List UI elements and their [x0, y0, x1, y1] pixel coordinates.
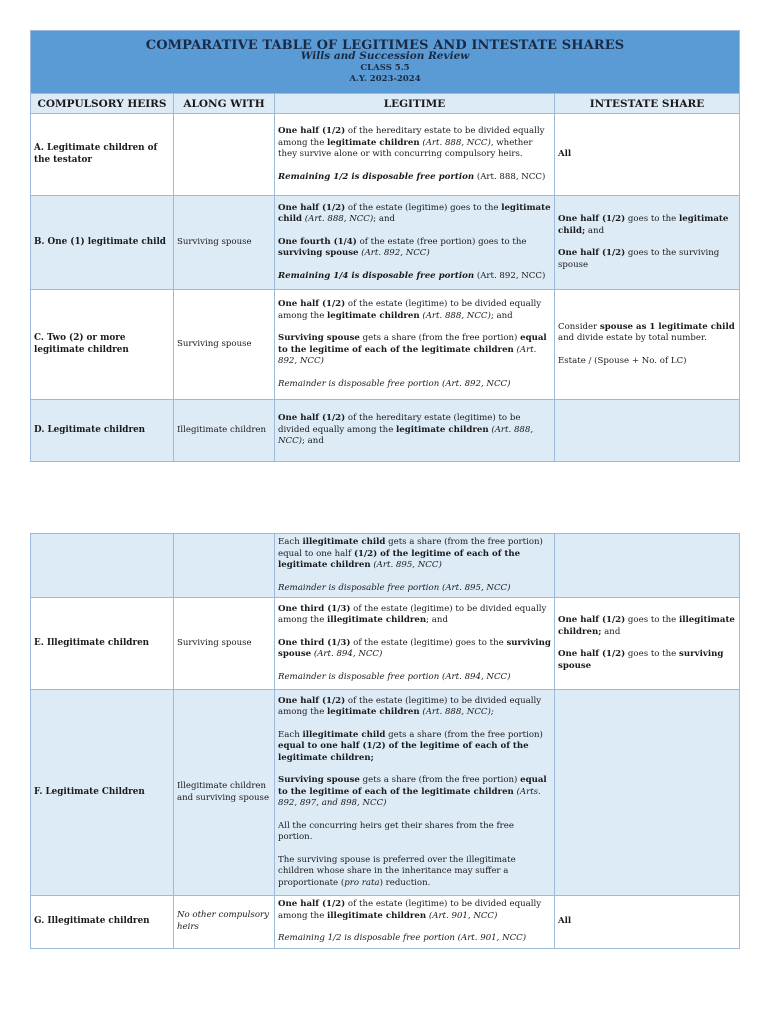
header-legitime: LEGITIME — [275, 94, 555, 114]
intestate-share-cell — [555, 690, 740, 896]
heir-cell: B. One (1) legitimate child — [31, 196, 174, 290]
along-cell — [174, 114, 275, 196]
legitime-cell: One half (1/2) of the hereditary estate (legitime) to be divided equally among the legitimate children (Art. 888, NCC); and — [275, 400, 555, 462]
intestate-share-cell: One half (1/2) goes to the legitimate child; and One half (1/2) goes to the surviving spouse — [555, 196, 740, 290]
table-row-d-continued — [31, 534, 740, 598]
heir-cell — [31, 534, 174, 598]
table-row-g — [31, 896, 740, 949]
document-title: COMPARATIVE TABLE OF LEGITIMES AND INTESTATE SHARES — [145, 37, 625, 53]
table-row-a — [31, 114, 740, 196]
class-label: CLASS 5.5 — [360, 62, 410, 73]
heir-cell: A. Legitimate children of the testator — [31, 114, 174, 196]
heir-cell: D. Legitimate children — [31, 400, 174, 462]
intestate-share-cell — [555, 400, 740, 462]
along-cell: No other compulsory heirs — [174, 896, 275, 949]
intestate-share-cell: Consider spouse as 1 legitimate child and divide estate by total number. Estate / (Spouse + No. of LC) — [555, 290, 740, 400]
intestate-share-cell — [555, 534, 740, 598]
legitimes-table-part-2 — [30, 533, 740, 949]
legitime-cell: Each illegitimate child gets a share (from the free portion) equal to one half (1/2) of the legitime of each of the legitimate children (Art. 895, NCC) Remainder is disposable free portion (Art. 895, NCC) — [275, 534, 555, 598]
table-row-e — [31, 598, 740, 690]
year-label: A.Y. 2023-2024 — [349, 73, 421, 84]
intestate-share-cell: All — [555, 114, 740, 196]
intestate-share-cell: All — [555, 896, 740, 949]
along-cell — [174, 534, 275, 598]
legitime-cell: One half (1/2) of the estate (legitime) to be divided equally among the legitimate children (Art. 888, NCC); and Surviving spouse gets a share (from the free portion) equal to the legitime of each of the legitimate children (Art. 892, NCC) Remainder is disposable free portion (Art. 892, NCC) — [275, 290, 555, 400]
along-cell: Illegitimate children and surviving spouse — [174, 690, 275, 896]
intestate-share-cell: One half (1/2) goes to the illegitimate children; and One half (1/2) goes to the surviving spouse — [555, 598, 740, 690]
table-row-b — [31, 196, 740, 290]
document-subtitle: Wills and Succession Review — [300, 50, 470, 62]
legitime-cell: One half (1/2) of the estate (legitime) goes to the legitimate child (Art. 888, NCC); and One fourth (1/4) of the estate (free portion) goes to the surviving spouse (Art. 892, NCC) Remaining 1/4 is disposable free portion (Art. 892, NCC) — [275, 196, 555, 290]
along-cell: Illegitimate children — [174, 400, 275, 462]
table-row-d — [31, 400, 740, 462]
heir-cell: C. Two (2) or more legitimate children — [31, 290, 174, 400]
legitime-cell: One half (1/2) of the estate (legitime) to be divided equally among the legitimate children (Art. 888, NCC); Each illegitimate child gets a share (from the free portion) equal to one half (1/2) of the legitime of each of the legitimate children; Surviving spouse gets a share (from the free portion) equal to the legitime of each of the legitimate children (Arts. 892, 897, and 898, NCC) All the concurring heirs get their shares from the free portion. The surviving spouse is preferred over the illegitimate children whose share in the inheritance may suffer a proportionate (pro rata) reduction. — [275, 690, 555, 896]
table-row-c — [31, 290, 740, 400]
legitime-cell: One half (1/2) of the hereditary estate to be divided equally among the legitimate children (Art. 888, NCC), whether they survive alone or with concurring compulsory heirs. Remaining 1/2 is disposable free portion (Art. 888, NCC) — [275, 114, 555, 196]
legitimes-table-part-1 — [30, 30, 740, 462]
heir-cell: E. Illegitimate children — [31, 598, 174, 690]
title-banner — [31, 31, 740, 94]
heir-cell: F. Legitimate Children — [31, 690, 174, 896]
header-along-with: ALONG WITH — [174, 94, 275, 114]
along-cell: Surviving spouse — [174, 196, 275, 290]
along-cell: Surviving spouse — [174, 598, 275, 690]
legitime-cell: One half (1/2) of the estate (legitime) to be divided equally among the illegitimate children (Art. 901, NCC) Remaining 1/2 is disposable free portion (Art. 901, NCC) — [275, 896, 555, 949]
heir-cell: G. Illegitimate children — [31, 896, 174, 949]
table-row-f — [31, 690, 740, 896]
header-compulsory-heirs: COMPULSORY HEIRS — [31, 94, 174, 114]
along-cell: Surviving spouse — [174, 290, 275, 400]
header-intestate-share: INTESTATE SHARE — [555, 94, 740, 114]
legitime-cell: One third (1/3) of the estate (legitime) to be divided equally among the illegitimate children; and One third (1/3) of the estate (legitime) goes to the surviving spouse (Art. 894, NCC) Remainder is disposable free portion (Art. 894, NCC) — [275, 598, 555, 690]
